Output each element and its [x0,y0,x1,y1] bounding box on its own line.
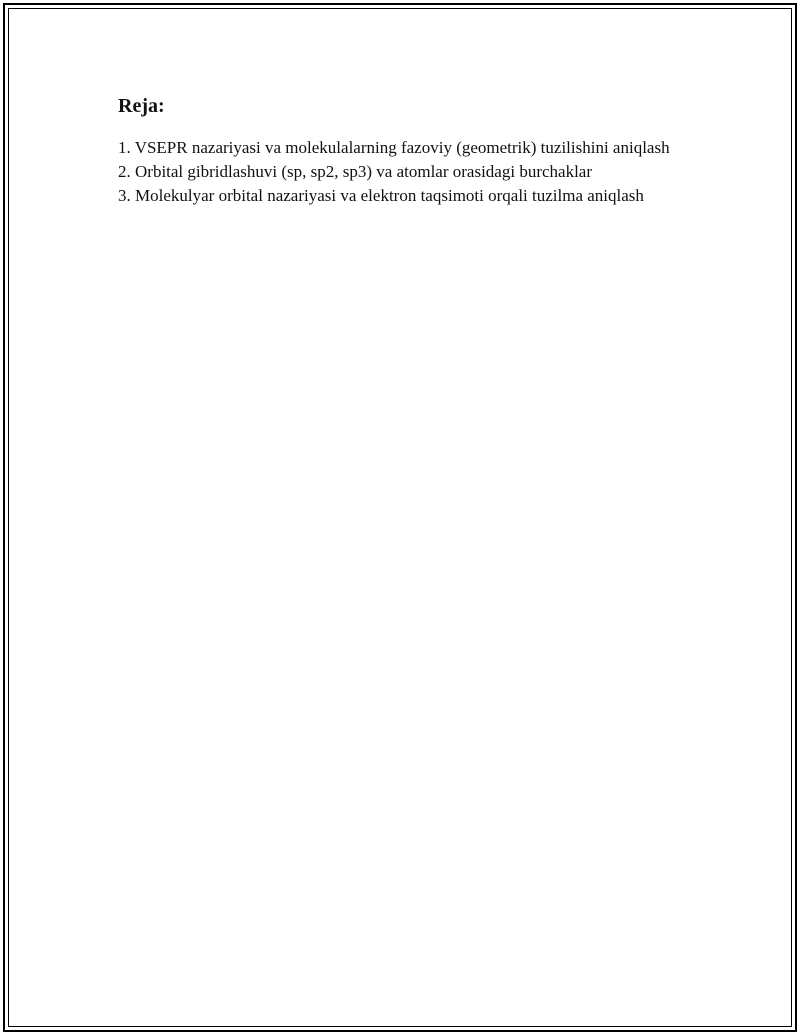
plan-item-1: 1. VSEPR nazariyasi va molekulalarning fazoviy (geometrik) tuzilishini aniqlash [118,138,670,157]
page-content [118,93,678,208]
plan-item-3: 3. Molekulyar orbital nazariyasi va elektron taqsimoti orqali tuzilma aniqlash [118,186,644,205]
plan-list [118,136,678,208]
plan-title: Reja: [118,95,165,117]
plan-item-2: 2. Orbital gibridlashuvi (sp, sp2, sp3) va atomlar orasidagi burchaklar [118,162,592,181]
